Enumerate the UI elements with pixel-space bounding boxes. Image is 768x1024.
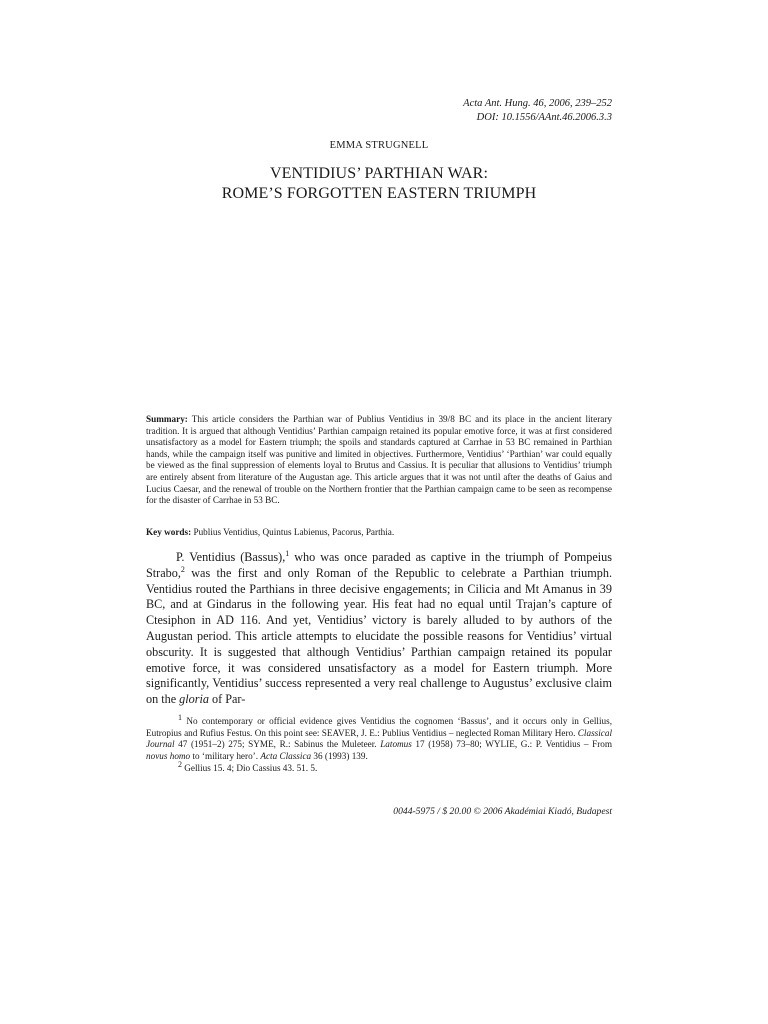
footnote-1-text-e: 36 (1993) 139. bbox=[311, 750, 368, 761]
keywords-text: Publius Ventidius, Quintus Labienus, Pacorus, Parthia. bbox=[193, 527, 395, 537]
keywords-label: Key words: bbox=[146, 527, 192, 537]
body-paragraph bbox=[146, 550, 612, 708]
footnote-1-novus-homo: novus homo bbox=[146, 750, 191, 761]
body-part-3: was the first and only Roman of the Republic to celebrate a Parthian triumph. Ventidius routed the Parthians in three decisive engagements; in Cilicia and Mt Amanus in 39 BC, and at Gindarus in the following year. His feat had no equal until Trajan’s capture of Ctesiphon in AD 116. And yet, Ventidius’ victory is barely alluded to by authors of the Augustan period. This article attempts to elucidate the possible reasons for Ventidius’ virtual obscurity. It is suggested that although Ventidius’ Parthian campaign retained its popular emotive force, it was considered unsatisfactory as a model for Eastern triumph. More significantly, Ventidius’ success represented a very real challenge to Augustus’ exclusive claim on the bbox=[146, 565, 612, 707]
abstract-text: This article considers the Parthian war of Publius Ventidius in 39/8 BC and its place in the ancient literary tradition. It is argued that although Ventidius’ Parthian campaign retained its popular emotive force, it was at first considered unsatisfactory as a model for Eastern triumph; the spoils and standards captured at Carrhae in 53 BC remained in Parthian hands, while the campaign itself was punitive and limited in objectives. Furthermore, Ventidius’ ‘Parthian’ war could equally be viewed as the final suppression of elements loyal to Brutus and Cassius. It is peculiar that allusions to Ventidius’ triumph are entirely absent from literature of the Augustan age. This article argues that it was not until after the deaths of Gaius and Lucius Caesar, and the renewal of trouble on the Northern frontier that the Parthian campaign came to be seen as recompense for the disaster of Carrhae in 53 BC. bbox=[146, 414, 612, 506]
footnote-2-number: 2 bbox=[178, 760, 182, 770]
abstract-label: Summary: bbox=[146, 414, 188, 424]
footnote-1-text-c: 17 (1958) 73–80; WYLIE, G.: P. Ventidius – From bbox=[411, 739, 612, 750]
body-part-4: of Par- bbox=[208, 692, 246, 707]
footnote-1-text-d: to ‘military hero’. bbox=[190, 750, 261, 761]
footnote-1-text-a: No contemporary or official evidence gives Ventidius the cognomen ‘Bassus’, and it occurs only in Gellius, Eutropius and Rufius Festus. On this point see: SEAVER, J. E.: Publius Ventidius – neglected Roman Military Hero. bbox=[146, 716, 612, 738]
footnote-1-journal-2: Latomus bbox=[380, 739, 412, 750]
footnote-1-text-b: 47 (1951–2) 275; SYME, R.: Sabinus the Muleteer. bbox=[174, 739, 381, 750]
keywords bbox=[146, 526, 612, 538]
journal-reference bbox=[463, 97, 612, 125]
abstract bbox=[146, 414, 612, 507]
body-part-2: who was once paraded as captive in the triumph of Pompeius Strabo, bbox=[146, 550, 612, 580]
footnote-2 bbox=[146, 760, 612, 775]
footnotes bbox=[146, 712, 612, 775]
body-part-1: P. Ventidius (Bassus), bbox=[176, 550, 286, 564]
footnote-ref-1[interactable]: 1 bbox=[285, 548, 290, 558]
publisher-imprint: 0044-5975 / $ 20.00 © 2006 Akadémiai Kiadó, Budapest bbox=[393, 806, 612, 817]
footnote-1 bbox=[146, 712, 612, 762]
body-gloria: gloria bbox=[179, 692, 209, 707]
doi: DOI: 10.1556/AAnt.46.2006.3.3 bbox=[476, 112, 612, 123]
footnote-ref-2[interactable]: 2 bbox=[180, 564, 185, 574]
article-title bbox=[146, 164, 612, 204]
title-line-1: VENTIDIUS’ PARTHIAN WAR: bbox=[269, 165, 489, 182]
journal-citation: Acta Ant. Hung. 46, 2006, 239–252 bbox=[463, 98, 612, 109]
article-page bbox=[146, 0, 612, 1024]
title-line-2: ROME’S FORGOTTEN EASTERN TRIUMPH bbox=[221, 185, 537, 202]
footnote-1-number: 1 bbox=[178, 712, 182, 722]
author-name: EMMA STRUGNELL bbox=[329, 140, 429, 151]
body-text bbox=[146, 550, 612, 708]
footnote-2-text: Gellius 15. 4; Dio Cassius 43. 51. 5. bbox=[182, 763, 318, 774]
footnote-1-journal-1: Classical Journal bbox=[146, 727, 612, 750]
footnote-1-journal-3: Acta Classica bbox=[260, 750, 312, 761]
